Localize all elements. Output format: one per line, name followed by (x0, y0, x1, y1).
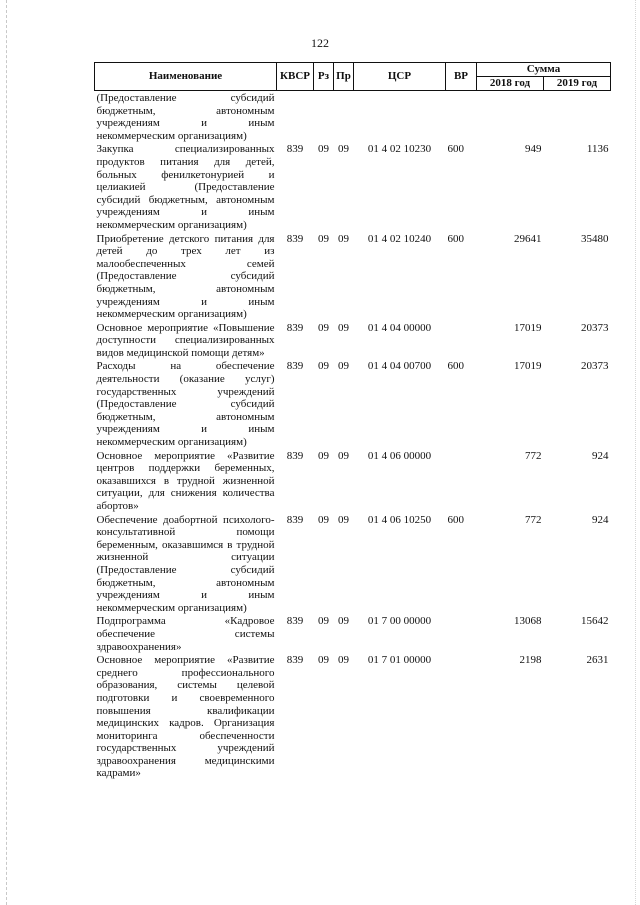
table-row (95, 359, 611, 448)
row-pr (334, 91, 354, 143)
header-vr: ВР (446, 63, 477, 91)
row-rz: 09 (318, 615, 329, 628)
table-row (95, 614, 611, 653)
row-name: Приобретение детского питания для детей до трех лет из малообеспеченных семей (Предоставление субсидий бюджетным, автономным учреждениям и иным некоммерческим организациям) (96, 232, 275, 321)
row-sum-2019: 924 (592, 449, 609, 462)
row-csr: 01 4 06 10250 (367, 513, 432, 526)
table-row (95, 513, 611, 615)
row-sum-2018: 772 (525, 513, 542, 526)
row-name: Основное мероприятие «Развитие центров поддержки беременных, оказавшихся в трудной жизненной ситуации, для снижения количества абортов» (96, 449, 275, 512)
row-sum-2018: 17019 (514, 321, 542, 334)
row-rz: 09 (318, 232, 329, 245)
budget-table (94, 62, 611, 780)
row-kvsr: 839 (286, 654, 304, 667)
row-pr: 09 (338, 449, 349, 462)
table-row (95, 653, 611, 780)
row-pr: 09 (338, 232, 349, 245)
table-row (95, 321, 611, 360)
row-name: Расходы на обеспечение деятельности (оказание услуг) государственных учреждений (Предоставление субсидий бюджетным, автономным учреждениям и иным некоммерческим организациям) (96, 360, 275, 449)
row-sum-2018: 17019 (514, 360, 542, 373)
row-name: (Предоставление субсидий бюджетным, автономным учреждениям и иным некоммерческим организациям) (96, 92, 275, 142)
row-name: Обеспечение доабортной психолого-консультативной помощи беременным, оказавшимся в трудной жизненной ситуации (Предоставление субсидий бюджетным, автономным учреждениям и иным некоммерческим организациям) (96, 513, 275, 614)
row-kvsr: 839 (286, 360, 304, 373)
row-vr (446, 614, 477, 653)
header-csr: ЦСР (354, 63, 446, 91)
row-sum-2019: 15642 (581, 615, 609, 628)
row-vr: 600 (447, 143, 464, 156)
row-rz: 09 (318, 449, 329, 462)
row-csr: 01 7 01 00000 (367, 654, 432, 667)
row-name: Закупка специализированных продуктов питания для детей, больных фенилкетонурией и целиакией (Предоставление субсидий бюджетным, автономным учреждениям и иным некоммерческим организациям) (96, 143, 275, 231)
row-csr: 01 4 02 10240 (367, 232, 432, 245)
row-pr: 09 (338, 321, 349, 334)
header-name: Наименование (95, 63, 277, 91)
header-sum: Сумма (477, 63, 611, 77)
row-sum-2019: 2631 (586, 654, 609, 667)
row-csr: 01 4 02 10230 (367, 143, 432, 156)
header-pr: Пр (334, 63, 354, 91)
row-kvsr: 839 (286, 449, 304, 462)
row-rz: 09 (318, 143, 329, 156)
row-sum-2018 (477, 91, 544, 143)
row-sum-2018: 29641 (514, 232, 542, 245)
row-name: Подпрограмма «Кадровое обеспечение системы здравоохранения» (96, 615, 275, 653)
row-rz: 09 (318, 321, 329, 334)
table-row (95, 232, 611, 321)
row-kvsr: 839 (286, 143, 304, 156)
row-vr (446, 321, 477, 360)
table-header (95, 63, 611, 91)
row-csr: 01 7 00 00000 (367, 615, 432, 628)
row-kvsr: 839 (286, 232, 304, 245)
scan-edge-left (6, 0, 8, 905)
header-year-2019: 2019 год (544, 77, 611, 91)
row-vr: 600 (447, 232, 464, 245)
row-vr: 600 (447, 513, 464, 526)
row-pr: 09 (338, 615, 349, 628)
row-csr: 01 4 04 00700 (367, 360, 432, 373)
row-kvsr: 839 (286, 513, 304, 526)
row-kvsr (277, 91, 314, 143)
row-sum-2018: 949 (525, 143, 542, 156)
table-row (95, 142, 611, 231)
row-kvsr: 839 (286, 615, 304, 628)
row-csr: 01 4 06 00000 (367, 449, 432, 462)
row-pr: 09 (338, 513, 349, 526)
row-rz: 09 (318, 654, 329, 667)
row-sum-2019: 35480 (581, 232, 609, 245)
row-vr (446, 653, 477, 780)
header-kvsr: КВСР (277, 63, 314, 91)
row-vr: 600 (447, 360, 464, 373)
row-sum-2018: 2198 (519, 654, 542, 667)
row-pr: 09 (338, 360, 349, 373)
row-sum-2019: 1136 (586, 143, 609, 156)
table-body (95, 91, 611, 781)
row-name: Основное мероприятие «Развитие среднего профессионального образования, системы целевой подготовки и своевременного повышения квалификации медицинских кадров. Организация мониторинга обеспеченности государственных учреждений здравоохранения медицинскими кадрами» (96, 654, 275, 780)
row-csr: 01 4 04 00000 (367, 321, 432, 334)
row-sum-2019: 20373 (581, 360, 609, 373)
row-rz (314, 91, 334, 143)
header-year-2018: 2018 год (477, 77, 544, 91)
row-pr: 09 (338, 143, 349, 156)
header-rz: Рз (314, 63, 334, 91)
row-kvsr: 839 (286, 321, 304, 334)
row-sum-2018: 772 (525, 449, 542, 462)
row-rz: 09 (318, 513, 329, 526)
row-rz: 09 (318, 360, 329, 373)
row-sum-2019 (544, 91, 611, 143)
row-name: Основное мероприятие «Повышение доступности специализированных видов медицинской помощи детям» (96, 321, 275, 359)
row-vr (446, 91, 477, 143)
table-row (95, 91, 611, 143)
row-csr (354, 91, 446, 143)
row-sum-2018: 13068 (514, 615, 542, 628)
row-sum-2019: 924 (592, 513, 609, 526)
row-vr (446, 449, 477, 513)
page-number: 122 (311, 36, 329, 50)
table-row (95, 449, 611, 513)
scan-edge-right (635, 0, 637, 905)
row-pr: 09 (338, 654, 349, 667)
row-sum-2019: 20373 (581, 321, 609, 334)
